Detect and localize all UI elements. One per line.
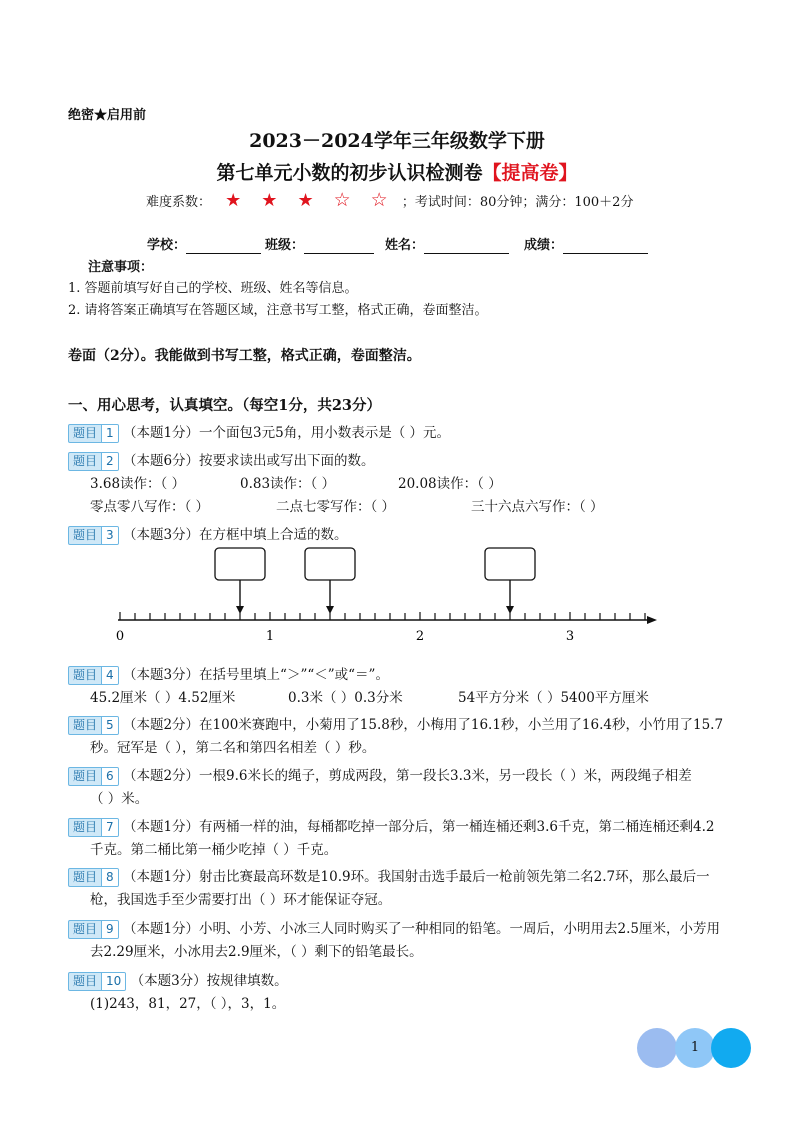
question-5: [68, 714, 723, 760]
question-3: [68, 523, 348, 545]
title-main: 第七单元小数的初步认识检测卷: [216, 162, 483, 184]
info-school: [147, 234, 261, 254]
question-text: （本题3分）在方框中填上合适的数。: [122, 527, 348, 543]
info-name: [385, 234, 509, 254]
question-text: （本题3分）在括号里填上“＞”“＜”或“＝”。: [122, 667, 389, 683]
question-text: （本题2分）在100米赛跑中，小菊用了15.8秒，小梅用了16.1秒，小兰用了16.4秒，小竹用了15.7: [122, 717, 724, 733]
question-text: 千克。第二桶比第一桶少吃掉（ ）千克。: [90, 842, 338, 858]
pointer-arrow-icon: [326, 606, 334, 614]
question-tag: 题目 6: [68, 767, 119, 786]
secret-mark: 绝密★启用前: [68, 108, 147, 123]
score-field[interactable]: [563, 238, 648, 254]
question-tag: 题目 7: [68, 818, 119, 837]
question-text: 秒。冠军是（ ），第二名和第四名相差（ ）秒。: [90, 740, 376, 756]
q2-item: 三十六点六写作：（ ）: [471, 499, 604, 515]
tick-label: 2: [415, 629, 425, 644]
answer-box: [485, 548, 535, 580]
q4-item: 54平方分米（ ）5400平方厘米: [458, 690, 649, 706]
difficulty-stars: [215, 189, 398, 211]
tick-label: 0: [115, 629, 125, 644]
notice-item-1: 1. 答题前填写好自己的学校、班级、姓名等信息。: [68, 281, 358, 296]
question-10: [68, 970, 288, 1016]
exam-info: ；考试时间：80分钟；满分：100＋2分: [401, 195, 634, 210]
empty-star-icon: ☆: [370, 189, 388, 211]
question-7: [68, 816, 714, 862]
info-score: [524, 234, 648, 254]
page-circle-left: [637, 1028, 677, 1068]
question-text: (1)243，81，27，（ ），3，1。: [90, 996, 286, 1012]
empty-star-icon: ☆: [333, 189, 351, 211]
notice-title: 注意事项：: [88, 260, 154, 275]
answer-box: [305, 548, 355, 580]
question-text: （本题2分）一根9.6米长的绳子，剪成两段，第一段长3.3米，另一段长（ ）米，两段绳子相差: [122, 768, 692, 784]
title-line-2: [0, 158, 794, 185]
question-text: （本题1分）一个面包3元5角，用小数表示是（ ）元。: [122, 425, 451, 441]
q2-item: 零点零八写作：（ ）: [90, 499, 210, 515]
page-number: 1: [690, 1040, 700, 1055]
pointer-arrow-icon: [506, 606, 514, 614]
name-field[interactable]: [424, 238, 509, 254]
title-line-1: 2023－2024学年三年级数学下册: [249, 130, 545, 152]
question-6: [68, 765, 692, 811]
question-text: （本题1分）有两桶一样的油，每桶都吃掉一部分后，第一桶连桶还剩3.6千克，第二桶连桶还剩4.2: [122, 819, 715, 835]
question-text: （ ）米。: [90, 791, 149, 807]
score-label: 成绩：: [524, 238, 564, 253]
filled-star-icon: ★: [297, 190, 314, 211]
filled-star-icon: ★: [261, 190, 278, 211]
question-tag: 题目 3: [68, 526, 119, 545]
q4-item: 45.2厘米（ ）4.52厘米: [90, 690, 236, 706]
question-4: [68, 663, 389, 685]
question-text: 枪，我国选手至少需要打出（ ）环才能保证夺冠。: [90, 892, 392, 908]
question-text: （本题6分）按要求读出或写出下面的数。: [122, 453, 375, 469]
question-tag: 题目 10: [68, 972, 126, 991]
q2-item: 3.68读作：（ ）: [90, 476, 186, 492]
neatness-line: 卷面（2分）。我能做到书写工整，格式正确，卷面整洁。: [68, 348, 421, 364]
info-class: [265, 234, 374, 254]
question-tag: 题目 8: [68, 868, 119, 887]
notice-item-2: 2. 请将答案正确填写在答题区域，注意书写工整，格式正确，卷面整洁。: [68, 303, 488, 318]
class-field[interactable]: [304, 238, 374, 254]
answer-box: [215, 548, 265, 580]
q2-item: 二点七零写作：（ ）: [276, 499, 396, 515]
number-line: [110, 545, 670, 645]
question-2: [68, 449, 375, 471]
school-field[interactable]: [186, 238, 261, 254]
name-label: 姓名：: [385, 238, 425, 253]
pointer-arrow-icon: [236, 606, 244, 614]
filled-star-icon: ★: [225, 190, 242, 211]
page-circle-right: [711, 1028, 751, 1068]
question-1: [68, 421, 450, 443]
question-tag: 题目 2: [68, 452, 119, 471]
question-8: [68, 866, 710, 912]
question-9: [68, 918, 720, 964]
question-tag: 题目 5: [68, 716, 119, 735]
axis-arrow-icon: [647, 616, 657, 624]
question-text: 去2.29厘米，小冰用去2.9厘米，（ ）剩下的铅笔最长。: [90, 944, 423, 960]
q2-item: 20.08读作：（ ）: [398, 476, 502, 492]
difficulty-row: [146, 190, 633, 210]
tick-label: 3: [565, 629, 575, 644]
school-label: 学校：: [147, 238, 187, 253]
question-tag: 题目 1: [68, 424, 119, 443]
q4-item: 0.3米（ ）0.3分米: [288, 690, 403, 706]
tick-label: 1: [265, 629, 275, 644]
section-1-title: 一、用心思考，认真填空。（每空1分，共23分）: [68, 397, 382, 414]
title-tag: 【提高卷】: [482, 162, 578, 184]
difficulty-label: 难度系数：: [146, 195, 212, 210]
question-text: （本题1分）射击比赛最高环数是10.9环。我国射击选手最后一枪前领先第二名2.7环，那么最后一: [122, 869, 710, 885]
question-text: （本题1分）小明、小芳、小冰三人同时购买了一种相同的铅笔。一周后，小明用去2.5厘米，小芳用: [122, 921, 721, 937]
q2-item: 0.83读作：（ ）: [240, 476, 336, 492]
question-text: （本题3分）按规律填数。: [130, 973, 288, 989]
class-label: 班级：: [265, 238, 305, 253]
question-tag: 题目 9: [68, 920, 119, 939]
question-tag: 题目 4: [68, 666, 119, 685]
